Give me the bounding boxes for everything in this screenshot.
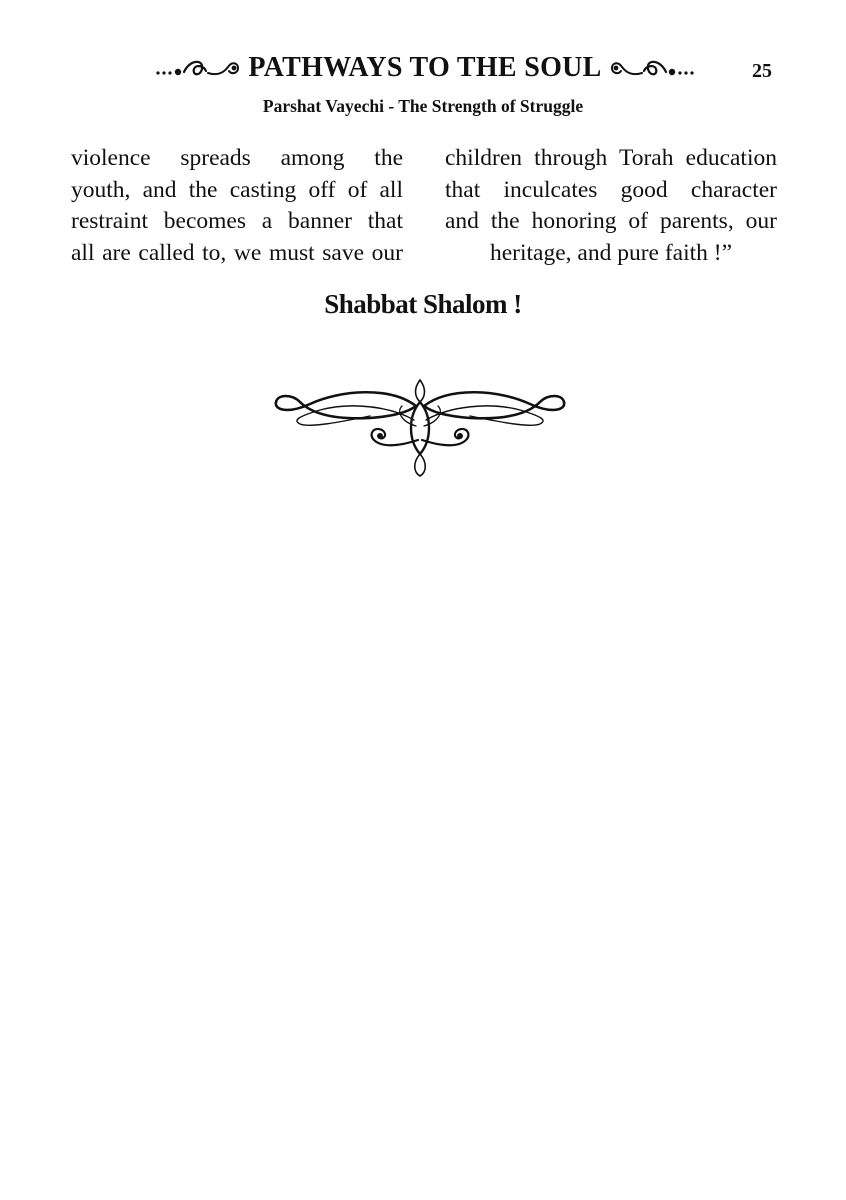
right-column (445, 143, 777, 269)
running-header (0, 48, 846, 88)
right-column-line: children through Torah education (445, 145, 777, 171)
left-column-line: all are called to, we must save our (71, 239, 403, 266)
left-column-line: violence spreads among the (71, 145, 403, 171)
chapter-subtitle: Parshat Vayechi - The Strength of Struggle (262, 96, 584, 116)
body-text (71, 143, 777, 273)
scroll-flourish-icon (608, 53, 698, 83)
calligraphic-divider-icon (270, 376, 570, 480)
left-column-line: youth, and the casting off of all (71, 176, 403, 203)
page-number: 25 (752, 60, 772, 82)
left-column (71, 143, 403, 269)
left-column-line: restraint becomes a banner that (71, 208, 403, 234)
header-title-group (130, 48, 720, 88)
scroll-flourish-icon (152, 53, 242, 83)
right-column-line: heritage, and pure faith !” (489, 239, 733, 266)
right-column-line: and the honoring of parents, our (445, 208, 777, 234)
sign-off: Shabbat Shalom ! (324, 289, 522, 319)
right-column-line: that inculcates good character (445, 176, 777, 203)
header-title: PATHWAYS TO THE SOUL (248, 52, 602, 83)
